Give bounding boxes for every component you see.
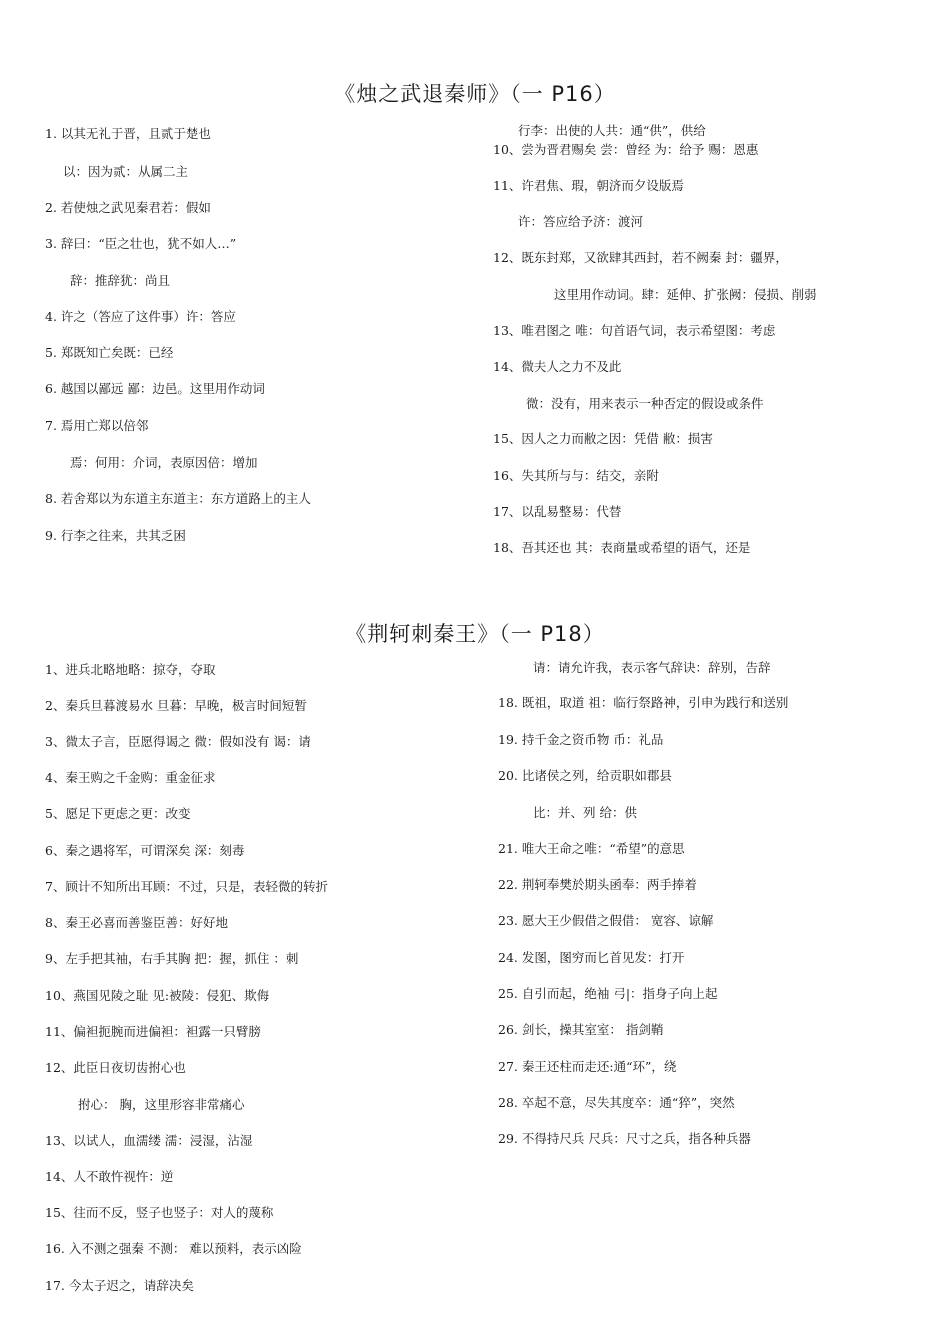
section2-left-item-16: 16. 入不测之强秦 不测： 难以预料，表示凶险 — [45, 1241, 302, 1256]
section2-right-item-18: 18. 既祖，取道 祖：临行祭路神，引申为践行和送别 — [498, 695, 789, 710]
section1-right-item-15: 15、因人之力而敝之因：凭借 敝：损害 — [493, 431, 713, 446]
section1-right-item-12-note: 这里用作动词。肆：延伸、扩张阙：侵损、削弱 — [554, 287, 817, 302]
section2-right-item-21: 21. 唯大王命之唯：“希望”的意思 — [498, 841, 685, 856]
section2-left-item-6: 6、秦之遇将军，可谓深矣 深：刻毒 — [45, 843, 245, 858]
section1-right-item-11: 11、许君焦、瑕，朝济而夕设版焉 — [493, 178, 684, 193]
section2-left-item-11: 11、偏袒扼腕而进偏袒：袒露一只臂膀 — [45, 1024, 261, 1039]
section2-left-item-13: 13、以试人，血濡缕 濡：浸湿，沾湿 — [45, 1133, 253, 1148]
section1-left-item-9: 9. 行李之往来，共其乏困 — [45, 528, 186, 543]
section2-left-item-12: 12、此臣日夜切齿拊心也 — [45, 1060, 186, 1075]
section1-left-item-1: 1. 以其无礼于晋，且贰于楚也 — [45, 126, 211, 141]
section1-left-item-7: 7. 焉用亡郑以倍邻 — [45, 418, 149, 433]
section2-right-item-20-note: 比：并、列 给：供 — [533, 805, 637, 820]
section1-left-item-3: 3. 辞曰：“臣之壮也，犹不如人…” — [45, 236, 237, 251]
section2-right-item-24: 24. 发图，图穷而匕首见发：打开 — [498, 950, 685, 965]
section1-right-item-10: 10、尝为晋君赐矣 尝：曾经 为：给予 赐：恩惠 — [493, 142, 759, 157]
section2-right-item-26: 26. 剑长，操其室室： 指剑鞘 — [498, 1022, 664, 1037]
section2-left-item-8: 8、秦王必喜而善鉴臣善：好好地 — [45, 915, 228, 930]
section2-right-item-27: 27. 秦王还柱而走还:通“环”，绕 — [498, 1059, 677, 1074]
section2-right-item-23: 23. 愿大王少假借之假借： 宽容、谅解 — [498, 913, 714, 928]
section1-right-item-18: 18、吾其还也 其：表商量或希望的语气，还是 — [493, 540, 751, 555]
section2-title: 《荆轲刺秦王》（一 P18） — [345, 622, 605, 646]
section1-left-item-1-note: 以：因为贰：从属二主 — [63, 164, 189, 179]
section2-right-item-22: 22. 荆轲奉樊於期头函奉：两手捧着 — [498, 877, 697, 892]
section2-right-item-25: 25. 自引而起，绝袖 弓|：指身子向上起 — [498, 986, 718, 1001]
section2-left-item-3: 3、微太子言，臣愿得谒之 微：假如没有 谒：请 — [45, 734, 311, 749]
section2-right-item-19: 19. 持千金之资币物 币：礼品 — [498, 732, 664, 747]
section1-right-item-9-note: 行李：出使的人共：通“供”，供给 — [518, 123, 706, 138]
section1-left-item-8: 8. 若舍郑以为东道主东道主：东方道路上的主人 — [45, 491, 311, 506]
section2-right-item-20: 20. 比诸侯之列，给贡职如郡县 — [498, 768, 672, 783]
section2-right-item-28: 28. 卒起不意，尽失其度卒：通“猝”，突然 — [498, 1095, 735, 1110]
section2-right-item-17-note: 请：请允许我，表示客气辞诀：辞别，告辞 — [533, 660, 771, 675]
section1-left-item-5: 5. 郑既知亡矣既：已经 — [45, 345, 174, 360]
section1-title: 《烛之武退秦师》（一 P16） — [334, 82, 616, 106]
section1-right-item-12: 12、既东封郑，又欲肆其西封，若不阙秦 封：疆界， — [493, 250, 788, 265]
section1-right-item-14-note: 微：没有，用来表示一种否定的假设或条件 — [526, 396, 764, 411]
section1-right-item-11-note: 许：答应给予济：渡河 — [518, 214, 644, 229]
section1-right-item-13: 13、唯君图之 唯：句首语气词，表示希望图：考虑 — [493, 323, 776, 338]
section1-right-item-16: 16、失其所与与：结交，亲附 — [493, 468, 659, 483]
section2-left-item-17: 17. 今太子迟之，请辞决矣 — [45, 1278, 194, 1293]
section2-left-item-15: 15、往而不反，竖子也竖子：对人的蔑称 — [45, 1205, 274, 1220]
section2-left-item-5: 5、愿足下更虑之更：改变 — [45, 806, 191, 821]
section1-left-item-2: 2. 若使烛之武见秦君若：假如 — [45, 200, 211, 215]
section2-left-item-9: 9、左手把其袖，右手其胸 把：握，抓住 ：刺 — [45, 951, 299, 966]
section2-left-item-7: 7、顾计不知所出耳顾：不过，只是，表轻微的转折 — [45, 879, 328, 894]
section1-right-item-17: 17、以乱易整易：代替 — [493, 504, 622, 519]
section1-left-item-7-note: 焉：何用：介词，表原因倍：增加 — [70, 455, 258, 470]
section1-left-item-4: 4. 许之（答应了这件事）许：答应 — [45, 309, 236, 324]
section1-left-item-3-note: 辞：推辞犹：尚且 — [70, 273, 171, 288]
section1-left-item-6: 6. 越国以鄙远 鄙：边邑。这里用作动词 — [45, 381, 265, 396]
section2-right-item-29: 29. 不得持尺兵 尺兵：尺寸之兵，指各种兵器 — [498, 1131, 751, 1146]
section2-left-item-1: 1、进兵北略地略：掠夺，夺取 — [45, 662, 216, 677]
section2-left-item-10: 10、燕国见陵之耻 见:被陵：侵犯、欺侮 — [45, 988, 270, 1003]
section2-left-item-12-note: 拊心： 胸，这里形容非常痛心 — [78, 1097, 245, 1112]
section2-left-item-2: 2、秦兵旦暮渡易水 旦暮：早晚，极言时间短暂 — [45, 698, 307, 713]
section2-left-item-14: 14、人不敢忤视忤：逆 — [45, 1169, 174, 1184]
section2-left-item-4: 4、秦王购之千金购：重金征求 — [45, 770, 216, 785]
section1-right-item-14: 14、微夫人之力不及此 — [493, 359, 622, 374]
